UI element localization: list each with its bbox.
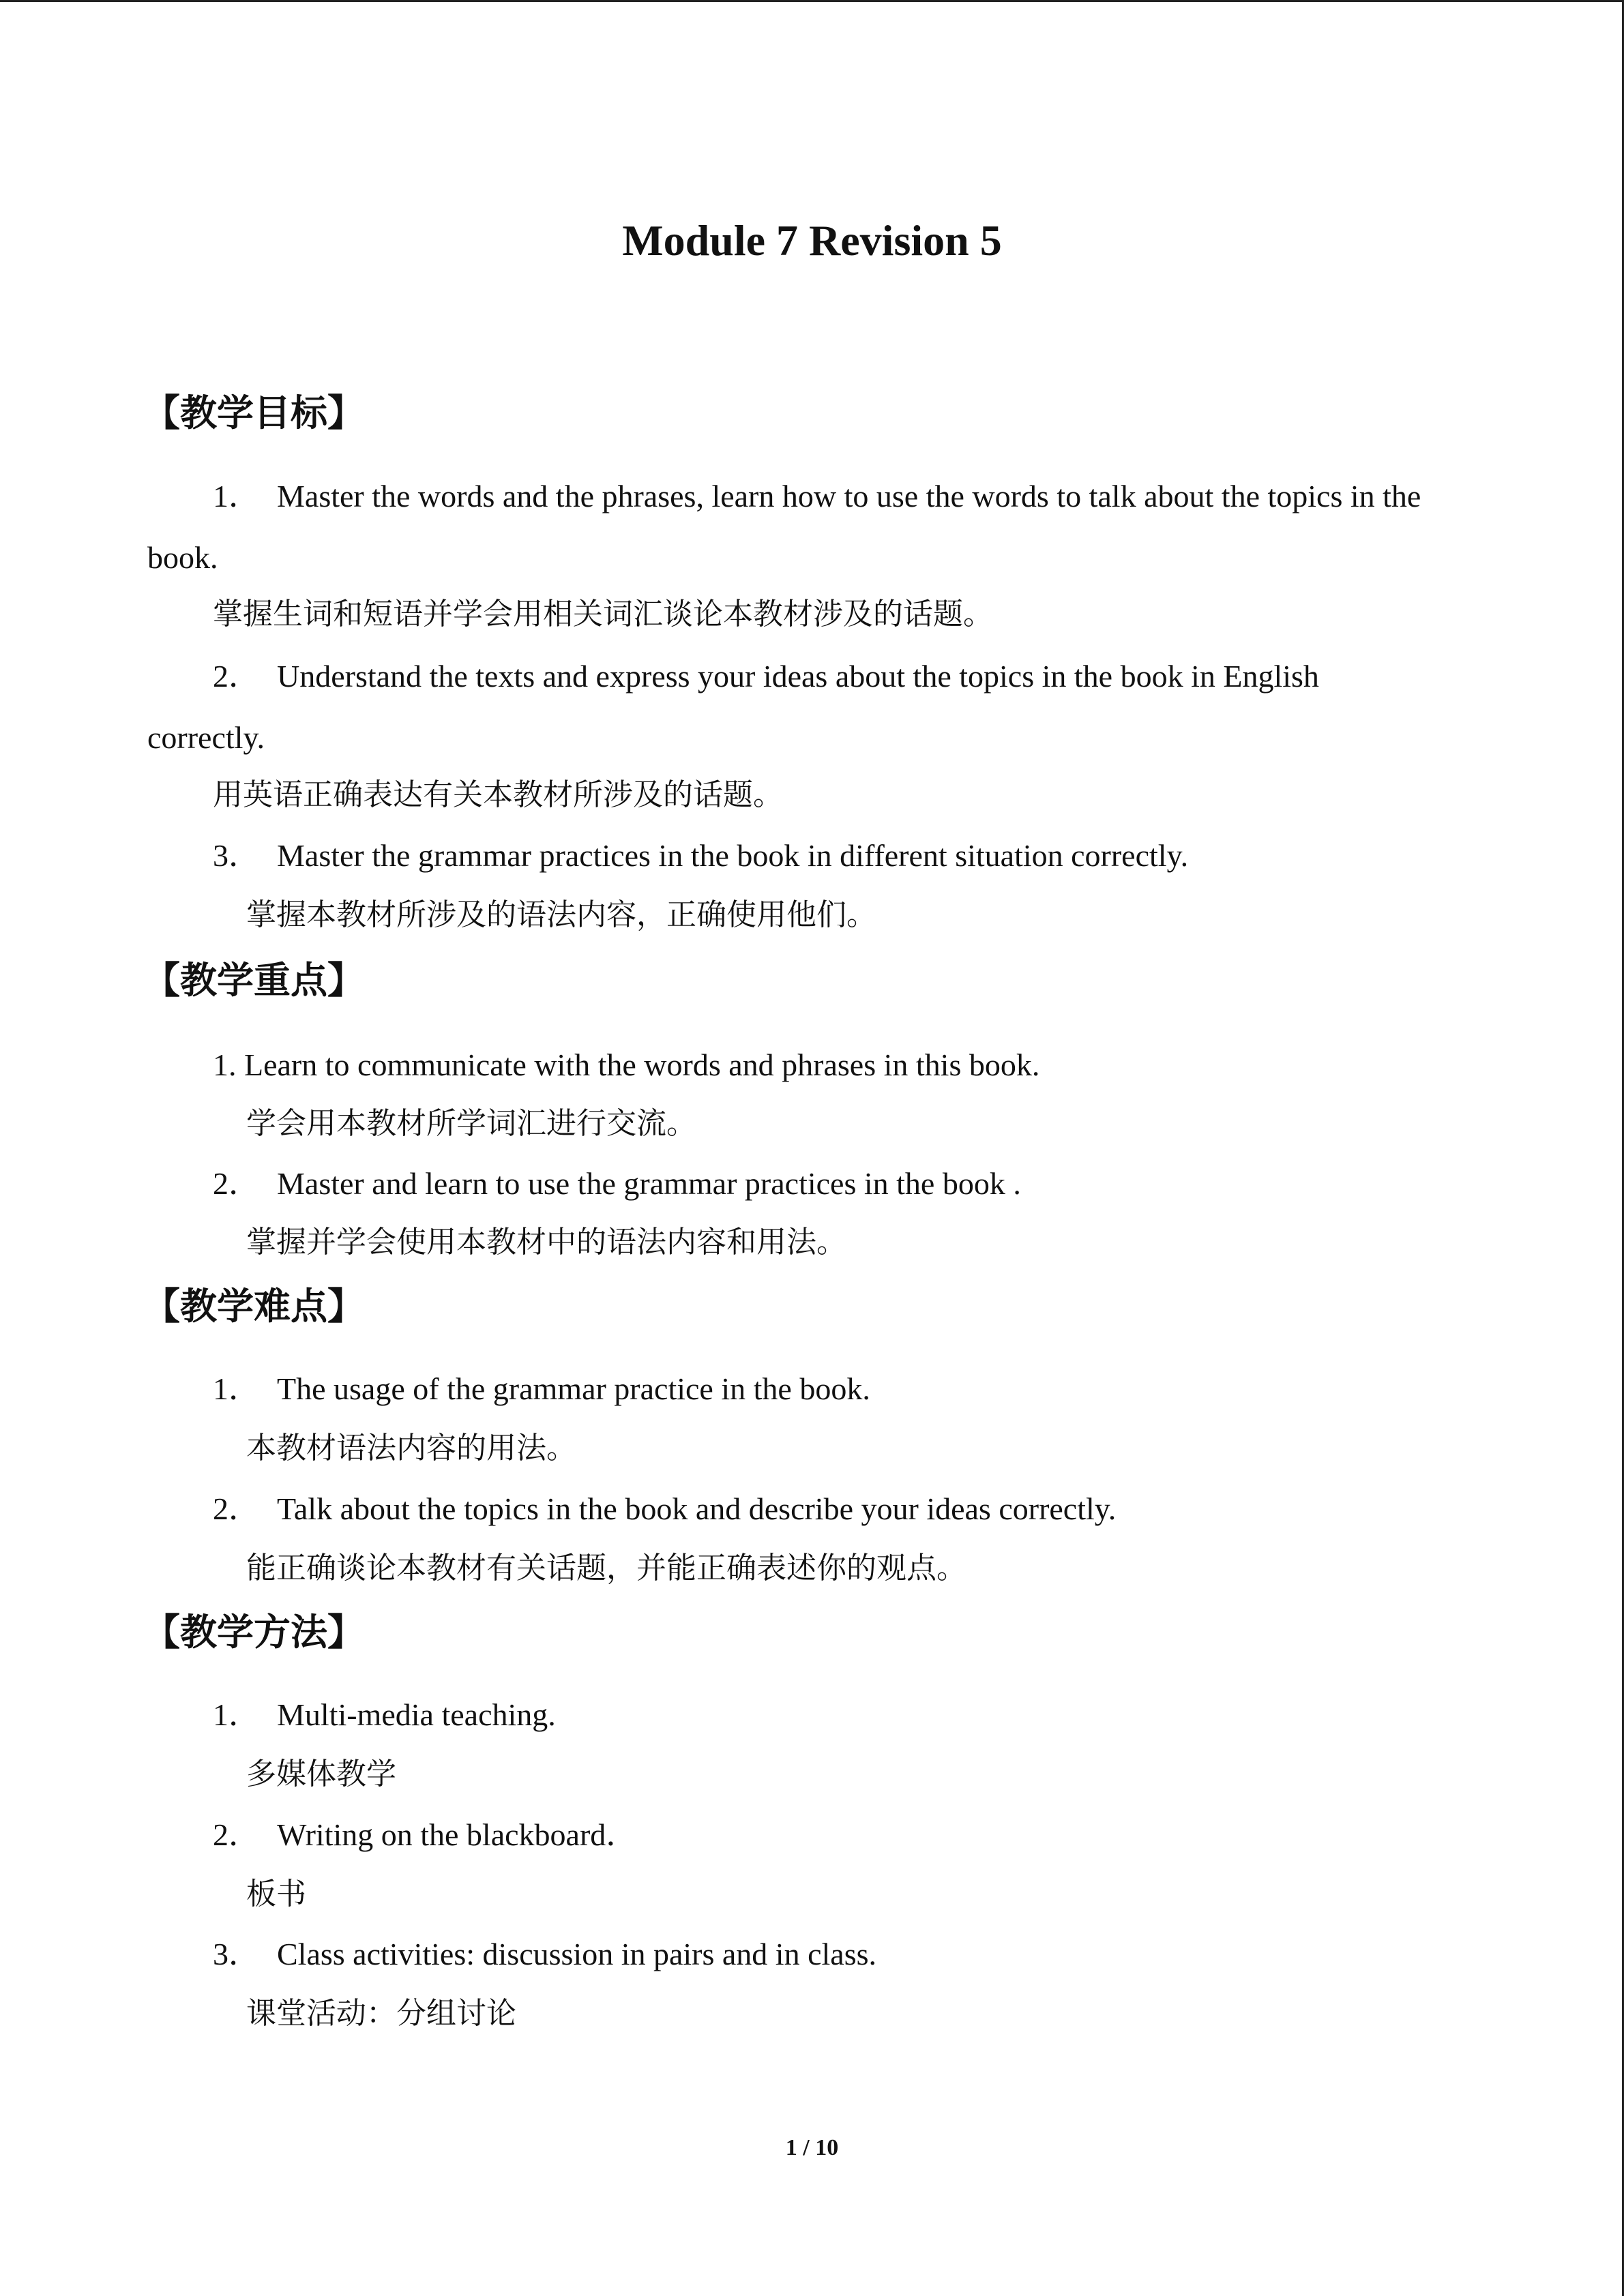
objective-2-chinese: 用英语正确表达有关本教材所涉及的话题。 — [213, 777, 783, 812]
method-2-line — [213, 1815, 637, 1855]
difficulty-2-text: Talk about the topics in the book and describe your ideas correctly. — [277, 1491, 1117, 1526]
difficulty-1-line — [213, 1369, 870, 1410]
page-top-border — [0, 0, 1624, 2]
heading-objectives: 【教学目标】 — [143, 391, 364, 434]
method-1-chinese: 多媒体教学 — [246, 1757, 396, 1791]
objective-1-line2: book. — [147, 540, 218, 575]
document-title: Module 7 Revision 5 — [622, 216, 1002, 265]
objective-1-chinese: 掌握生词和短语并学会用相关词汇谈论本教材涉及的话题。 — [213, 597, 993, 631]
page-number: 1 / 10 — [785, 2135, 839, 2160]
method-1-text: Multi-media teaching. — [277, 1697, 556, 1732]
method-1-line — [213, 1695, 556, 1735]
method-3-text: Class activities: discussion in pairs and in class. — [277, 1937, 877, 1971]
objective-1-number: 1． — [213, 479, 260, 513]
method-2-number: 2． — [213, 1817, 260, 1852]
key-point-2-number: 2． — [213, 1166, 260, 1201]
difficulty-1-text: The usage of the grammar practice in the book. — [277, 1371, 870, 1406]
method-1-number: 1． — [213, 1697, 260, 1732]
objective-1-text: Master the words and the phrases, learn how to use the words to talk about the topics in the — [277, 479, 1421, 513]
difficulty-2-number: 2． — [213, 1491, 260, 1526]
key-point-2-line — [213, 1163, 1021, 1204]
method-3-chinese: 课堂活动：分组讨论 — [246, 1996, 516, 2031]
heading-difficulties: 【教学难点】 — [143, 1285, 364, 1328]
objective-3-chinese: 掌握本教材所涉及的语法内容，正确使用他们。 — [246, 897, 876, 932]
key-point-1-text: 1. Learn to communicate with the words and phrases in this book. — [213, 1047, 1040, 1082]
objective-3-number: 3． — [213, 838, 260, 873]
method-2-chinese: 板书 — [246, 1877, 306, 1911]
objective-3-line1 — [213, 835, 1188, 876]
difficulty-2-line — [213, 1489, 1116, 1530]
method-3-number: 3． — [213, 1937, 260, 1971]
key-point-2-chinese: 掌握并学会使用本教材中的语法内容和用法。 — [246, 1225, 846, 1259]
difficulty-2-chinese: 能正确谈论本教材有关话题，并能正确表述你的观点。 — [246, 1551, 966, 1585]
objective-1-line1 — [213, 476, 1421, 517]
key-point-2-text: Master and learn to use the grammar practices in the book . — [277, 1166, 1021, 1201]
objective-2-number: 2． — [213, 659, 260, 694]
objective-3-text: Master the grammar practices in the book in different situation correctly. — [277, 838, 1189, 873]
heading-key-points: 【教学重点】 — [143, 959, 364, 1002]
objective-2-line1 — [213, 656, 1319, 697]
key-point-1-chinese: 学会用本教材所学词汇进行交流。 — [246, 1106, 696, 1141]
difficulty-1-number: 1． — [213, 1371, 260, 1406]
objective-2-line2: correctly. — [147, 720, 265, 755]
method-2-text: Writing on the blackboard． — [277, 1817, 638, 1852]
heading-methods: 【教学方法】 — [143, 1611, 364, 1654]
difficulty-1-chinese: 本教材语法内容的用法。 — [246, 1431, 576, 1465]
objective-2-text: Understand the texts and express your ideas about the topics in the book in English — [277, 659, 1319, 694]
method-3-line — [213, 1934, 876, 1975]
